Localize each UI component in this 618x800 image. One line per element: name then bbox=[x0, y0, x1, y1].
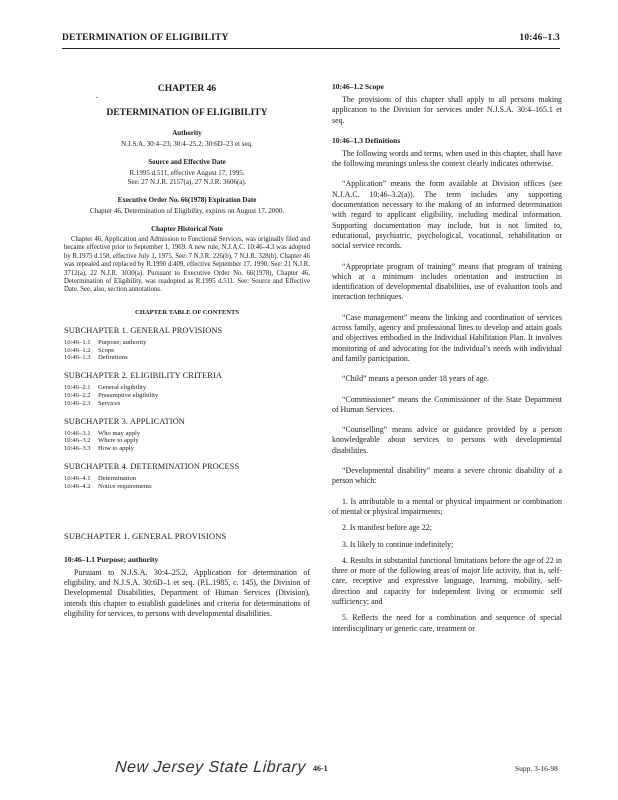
chapter-number: CHAPTER 46 bbox=[157, 84, 217, 94]
definition-paragraph: “Child” means a person under 18 years of age. bbox=[342, 374, 490, 384]
toc-entry[interactable]: 10:46–1.2 Scope bbox=[64, 346, 115, 354]
toc-entry[interactable]: 10:46–2.1 General eligibility bbox=[64, 384, 147, 392]
section-1-3-heading: 10:46–1.3 Definitions bbox=[332, 135, 401, 145]
left-column bbox=[64, 84, 310, 619]
section-1-3-text: The following words and terms, when used in this chapter, shall have the following meanings unless the context clearly indicates otherwise. bbox=[332, 148, 562, 169]
page-number: 46-1 bbox=[313, 764, 328, 773]
source-line-1: R.1995 d.511, effective August 17, 1995. bbox=[129, 169, 245, 177]
toc-subchapter-4: SUBCHAPTER 4. DETERMINATION PROCESS bbox=[64, 462, 240, 472]
list-item: 4. Results in substantial functional limitations before the age of 22 in three or more of the following areas of major life activity, that is, self-care, receptive and expressive language, learning, mobility, self-direction and capacity for independent living or economic self sufficiency; and bbox=[332, 555, 562, 606]
toc-entry[interactable]: 10:46–3.3 How to apply bbox=[64, 445, 134, 453]
section-1-2-heading: 10:46–1.2 Scope bbox=[332, 82, 384, 91]
toc-entry[interactable]: 10:46–3.2 Where to apply bbox=[64, 437, 139, 445]
toc-subchapter-2: SUBCHAPTER 2. ELIGIBILITY CRITERIA bbox=[64, 371, 223, 381]
list-item: 1. Is attributable to a mental or physical impairment or combination of mental or physical impairments; bbox=[332, 496, 562, 516]
authority-heading: Authority bbox=[172, 129, 202, 137]
subchapter-1-heading: SUBCHAPTER 1. GENERAL PROVISIONS bbox=[64, 530, 227, 541]
definition-paragraph: “Appropriate program of training” means that program of training which at a minimum includes orientation and instruction in identification of developmental disabilities, use of evaluation tools and interaction techniques. bbox=[332, 261, 562, 302]
definition-paragraph: “Case management” means the linking and coordination of services across family, agency and professional lines to develop and attain goals and objectives embodied in the Individual Habilitation Plan. It involves monitoring of and advocating for the individual’s needs with individual and family participation. bbox=[332, 312, 562, 363]
toc-entry[interactable]: 10:46–2.3 Services bbox=[64, 399, 121, 407]
section-1-1-text: Pursuant to N.J.S.A. 30:4–25.2, Application for determination of eligibility, and N.J.S.A. 30:6D–1 et seq. (P.L.1985, c. 145), the Division of Developmental Disabilities, Department of Human Services (Division), intends this chapter to establish guidelines and criteria for determinations of eligibility for services, to persons with developmental disabilities. bbox=[64, 567, 310, 618]
authority-text: N.J.S.A. 30:4–23; 30:4–25.2; 30:6D–23 et seq. bbox=[121, 140, 253, 148]
toc-subchapter-3: SUBCHAPTER 3. APPLICATION bbox=[64, 416, 185, 426]
definition-paragraph: “Counselling” means advice or guidance provided by a person knowledgeable about services to persons with developmental disabilities. bbox=[332, 425, 562, 455]
toc-entry[interactable]: 10:46–2.2 Presumptive eligibility bbox=[64, 392, 159, 400]
toc-heading: CHAPTER TABLE OF CONTENTS bbox=[134, 308, 240, 316]
executive-order-heading: Executive Order No. 66(1978) Expiration Date bbox=[117, 196, 257, 204]
section-1-2-text: The provisions of this chapter shall apply to all persons making application to the Division for services under N.J.S.A. 30:4–165.1 et seq. bbox=[332, 95, 562, 125]
toc-entry[interactable]: 10:46–4.2 Notice requirements bbox=[64, 482, 152, 490]
historical-note-text: Chapter 46, Application and Admission to Functional Services, was originally filed and became effective prior to September 1, 1969. A new rule, N.J.A.C. 10:46–4.3 was adopted by R.1975 d.158, effective July 1, 1975. See: 7 N.J.R. 226(b), 7 N.J.R. 328(b). Chapter 46 was repealed and replaced by R.1990 d.409, effective September 17, 1990. See: 21 N.J.R. 3712(a), 22 N.J.R. 3030(a). Pursuant to Executive Order No. 66(1978), Chapter 46, Determination of Eligibility, was readopted as R.1995 d.511. See: Source and Effective Date. See, also, section annotations. bbox=[64, 236, 310, 294]
supplement-date: Supp. 3-16-98 bbox=[515, 764, 558, 773]
toc-entry[interactable]: 10:46–3.1 Who may apply bbox=[64, 429, 141, 437]
executive-order-text: Chapter 46, Determination of Eligibility, expires on August 17, 2000. bbox=[89, 207, 285, 215]
header-title: DETERMINATION OF ELIGIBILITY bbox=[62, 33, 229, 43]
toc-subchapter-1: SUBCHAPTER 1. GENERAL PROVISIONS bbox=[64, 325, 223, 335]
source-heading: Source and Effective Date bbox=[148, 158, 226, 166]
list-item: 5. Reflects the need for a combination and sequence of special interdisciplinary or generic care, treatment or bbox=[332, 613, 562, 633]
list-item: 2. Is manifest before age 22; bbox=[342, 523, 432, 533]
header-section: 10:46–1.3 bbox=[519, 33, 560, 43]
toc-entry[interactable]: 10:46–1.3 Definitions bbox=[64, 354, 128, 362]
list-item: 3. Is likely to continue indefinitely; bbox=[342, 539, 454, 549]
chapter-title: DETERMINATION OF ELIGIBILITY bbox=[106, 108, 268, 118]
right-column bbox=[332, 82, 562, 640]
definition-paragraph: “Application” means the form available at Division offices (see N.J.A.C. 10:46–3.2(a)). The term includes any supporting documentation necessary to the making of an informed determination with regard to applicant eligibility, including medical information. Supporting documentation may include, but is not limited to, educational, psychiatric, psychological, vocational, rehabilitation or social service records. bbox=[332, 179, 562, 251]
definition-paragraph: “Commissioner” means the Commissioner of the State Department of Human Services. bbox=[332, 394, 562, 414]
section-1-1-heading: 10:46–1.1 Purpose; authority bbox=[64, 554, 159, 564]
historical-note-heading: Chapter Historical Note bbox=[151, 225, 223, 233]
definition-paragraph: “Developmental disability” means a severe chronic disability of a person which: bbox=[332, 466, 562, 486]
toc-entry[interactable]: 10:46–4.1 Determination bbox=[64, 475, 137, 483]
source-line-2: See: 27 N.J.R. 2157(a), 27 N.J.R. 3606(a). bbox=[127, 178, 247, 186]
toc-entry[interactable]: 10:46–1.1 Purpose; authority bbox=[64, 338, 147, 346]
running-header bbox=[62, 30, 560, 49]
library-watermark: New Jersey State Library bbox=[114, 759, 307, 776]
